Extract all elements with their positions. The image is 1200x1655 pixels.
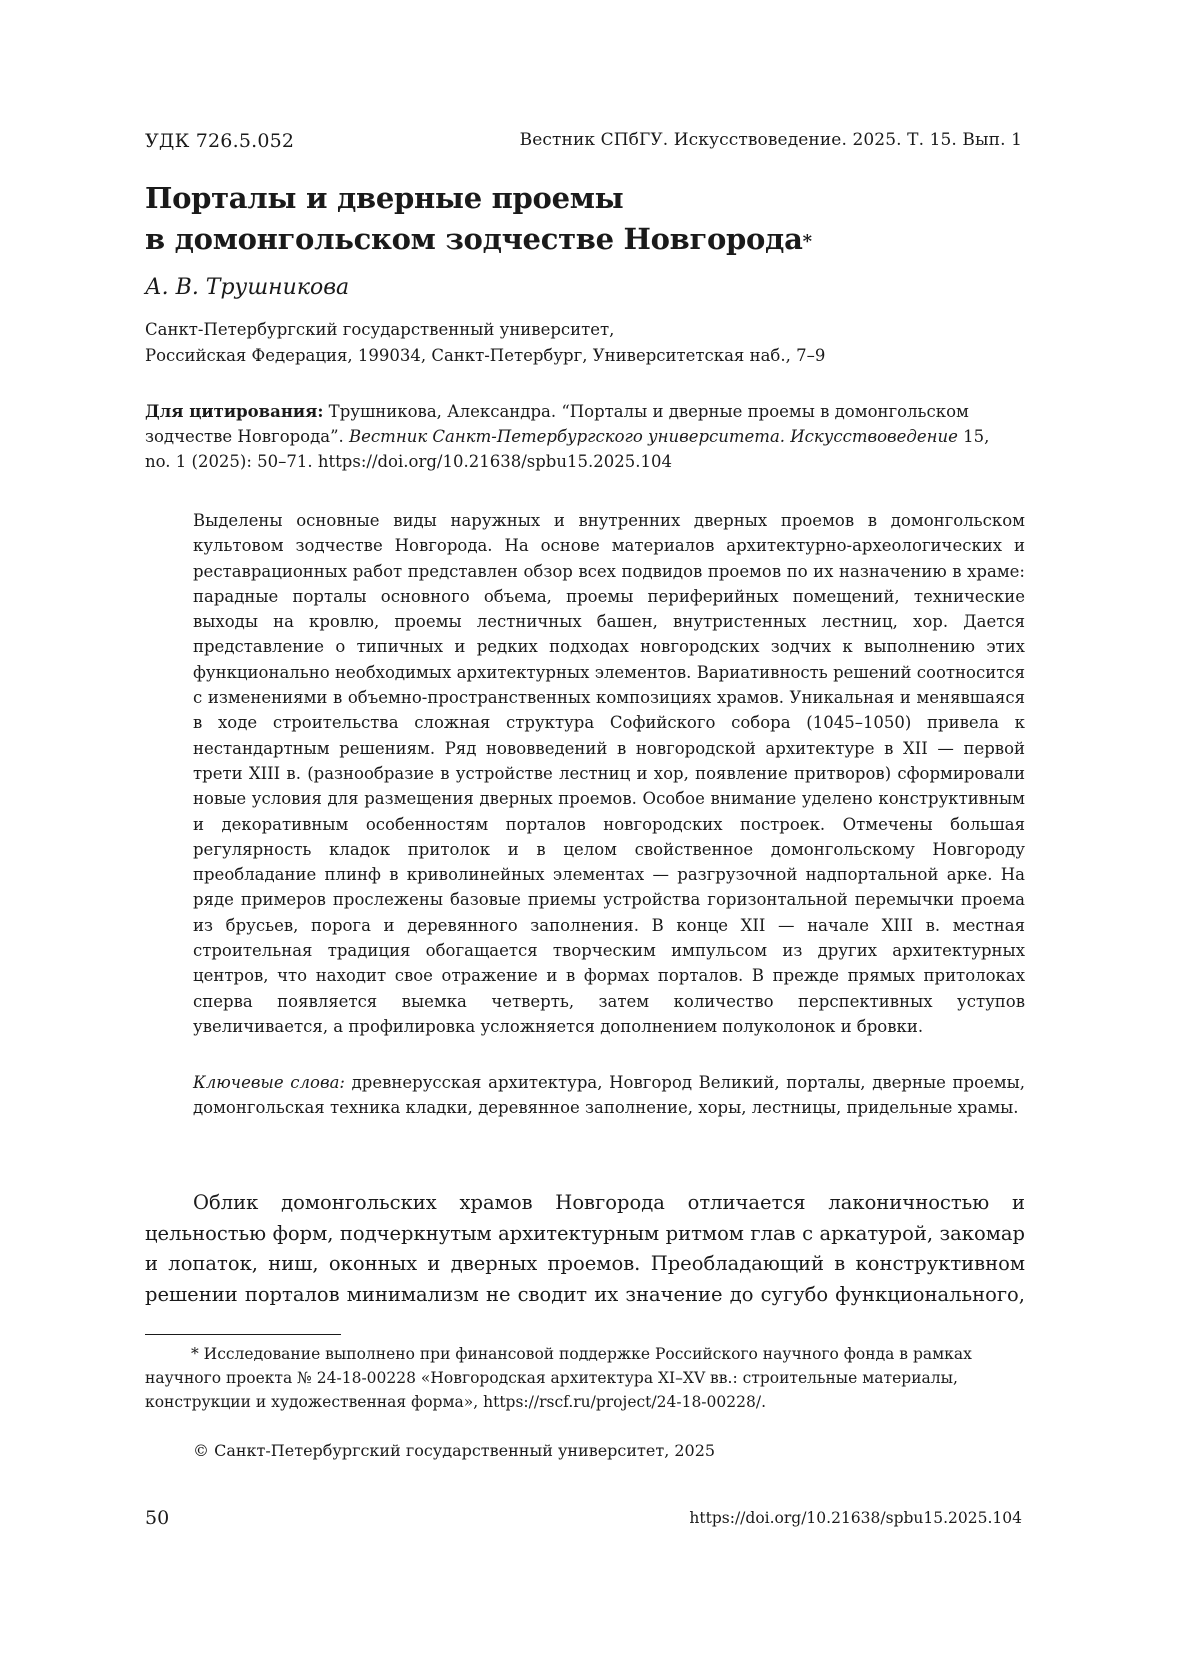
affiliation-line-2: Российская Федерация, 199034, Санкт-Петербург, Университетская наб., 7–9	[145, 346, 826, 365]
footnote-divider	[145, 1334, 341, 1335]
title-line-2	[145, 219, 1025, 260]
keywords	[193, 1070, 1025, 1121]
keywords-text: древнерусская архитектура, Новгород Великий, порталы, дверные проемы, домонгольская техника кладки, деревянное заполнение, хоры, лестницы, придельные храмы.	[193, 1073, 1025, 1118]
footnote	[145, 1342, 1025, 1414]
title-line-2-text: в домонгольском зодчестве Новгорода	[145, 222, 803, 256]
footnote-line-2: научного проекта № 24-18-00228 «Новгородская архитектура XI–XV вв.: строительные материалы,	[145, 1369, 958, 1387]
citation-line-1	[145, 399, 1025, 424]
abstract-text: Выделены основные виды наружных и внутренних дверных проемов в домонгольском культовом зодчестве Новгорода. На основе материалов архитектурно-археологических и реставрационных работ представлен обзор всех подвидов проемов по их назначению в храме: парадные порталы основного объема, проемы периферийных помещений, технические выходы на кровлю, проемы лестничных башен, внутристенных лестниц, хор. Дается представление о типичных и редких подходах новгородских зодчих к выполнению этих функционально необходимых архитектурных элементов. Вариативность решений соотносится с изменениями в объемно-пространственных композициях храмов. Уникальная и менявшаяся в ходе строительства сложная структура Софийского собора (1045–1050) привела к нестандартным решениям. Ряд нововведений в новгородской архитектуре в XII — первой трети XIII в. (разнообразие в устройстве лестниц и хор, появление притворов) сформировали новые условия для размещения дверных проемов. Особое внимание уделено конструктивным и декоративным особенностям порталов новгородских построек. Отмечены большая регулярность кладок притолок и в целом свойственное домонгольскому Новгороду преобладание плинф в криволинейных элементах — разгрузочной надпортальной арке. На ряде примеров прослежены базовые приемы устройства горизонтальной перемычки проема из брусьев, порога и деревянного заполнения. В конце XII — начале XIII в. местная строительная традиция обогащается творческим импульсом из других архитектурных центров, что находит свое отражение и в формах порталов. В прежде прямых притолоках сперва появляется выемка четверть, затем количество перспективных уступов увеличивается, а профилировка усложняется дополнением полуколонок и бровки.	[193, 511, 1025, 1036]
body-paragraph: Облик домонгольских храмов Новгорода отличается лаконичностью и цельностью форм, подчеркнутым архитектурным ритмом глав с аркатурой, закомар и лопаток, ниш, оконных и дверных проемов. Преобладающий в конструктивном решении порталов минимализм не сводит их значение до сугубо функционального,	[145, 1191, 1025, 1306]
doi-link[interactable]: https://doi.org/10.21638/spbu15.2025.104	[689, 1509, 1022, 1527]
citation-journal-name: Вестник Санкт-Петербургского университета. Искусствоведение	[349, 427, 958, 446]
citation-line-2-plain: зодчестве Новгорода”.	[145, 427, 350, 446]
journal-running-header: Вестник СПбГУ. Искусствоведение. 2025. Т. 15. Вып. 1	[519, 130, 1022, 150]
affiliation-line-1: Санкт-Петербургский государственный университет,	[145, 320, 615, 339]
article-title	[145, 178, 1025, 260]
affiliation	[145, 317, 1025, 369]
footnote-line-1: * Исследование выполнено при финансовой поддержке Российского научного фонда в рамках	[191, 1345, 972, 1363]
citation-label: Для цитирования:	[145, 402, 324, 421]
udc-code: УДК 726.5.052	[145, 130, 295, 152]
citation-line-2	[145, 424, 1025, 449]
citation-line-2-tail: 15,	[957, 427, 990, 446]
title-line-1: Порталы и дверные проемы	[145, 181, 624, 215]
title-footnote-mark[interactable]: *	[802, 231, 812, 252]
abstract	[193, 508, 1025, 1039]
footnote-line-3[interactable]: конструкции и художественная форма», https://rscf.ru/project/24-18-00228/.	[145, 1393, 767, 1411]
page-number: 50	[145, 1507, 170, 1529]
citation-block	[145, 399, 1025, 474]
keywords-label: Ключевые слова:	[193, 1073, 345, 1092]
copyright-notice: © Санкт-Петербургский государственный университет, 2025	[193, 1441, 716, 1460]
author-name: А. В. Трушникова	[145, 275, 350, 300]
citation-line-1-text: Трушникова, Александра. “Порталы и дверные проемы в домонгольском	[323, 402, 969, 421]
body-text	[145, 1188, 1025, 1310]
citation-line-3[interactable]: no. 1 (2025): 50–71. https://doi.org/10.21638/spbu15.2025.104	[145, 452, 672, 471]
